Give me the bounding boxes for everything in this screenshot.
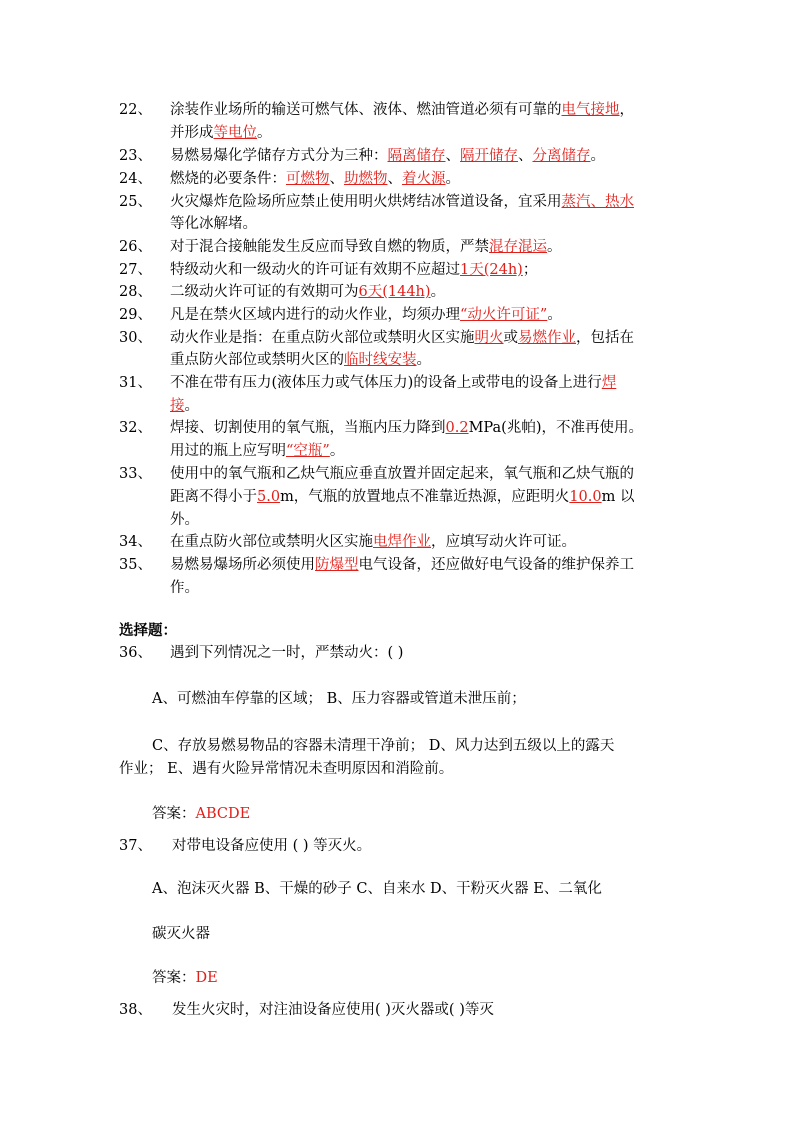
answer-blank: 明火 xyxy=(474,330,504,346)
question-text-line xyxy=(170,373,616,393)
answer-blank: “动火许可证” xyxy=(460,307,548,323)
question-number: 38、 xyxy=(119,1002,152,1018)
question-text-line xyxy=(170,487,634,507)
answer-line xyxy=(152,804,250,824)
question-text-line xyxy=(170,328,634,348)
question-stem: 发生火灾时，对注油设备应使用( )灭火器或( )等灭 xyxy=(172,1002,494,1018)
section-title: 选择题： xyxy=(119,622,177,639)
option-line-1: A、泡沫灭火器 B、干燥的砂子 C、自来水 D、干粉灭火器 E、二氧化 xyxy=(152,881,602,897)
text-segment: 二级动火许可证的有效期可为 xyxy=(170,284,359,300)
text-segment: 。 xyxy=(590,148,605,164)
question-text-line xyxy=(170,282,445,302)
text-segment: 特级动火和一级动火的许可证有效期不应超过 xyxy=(170,262,460,278)
question-number: 22、 xyxy=(119,102,152,118)
answer-blank: 隔开储存 xyxy=(460,148,518,164)
question-text-line xyxy=(170,214,257,234)
answer-blank: 电焊作业 xyxy=(373,534,431,550)
question-number: 24、 xyxy=(119,171,152,187)
answer-blank: 等电位 xyxy=(213,125,257,141)
text-segment: 重点防火部位或禁明火区的 xyxy=(170,352,344,368)
text-segment: 并形成 xyxy=(170,125,214,141)
answer-blank: 电气接地 xyxy=(561,102,620,118)
answer-blank: 混存混运 xyxy=(489,239,547,255)
answer-blank: 临时线安装 xyxy=(344,352,417,368)
answer-label: 答案： xyxy=(152,806,196,822)
text-segment: 。 xyxy=(257,125,272,141)
answer-line xyxy=(152,968,218,988)
text-segment: 。 xyxy=(430,284,446,300)
question-text-line xyxy=(170,146,605,166)
text-segment: 火灾爆炸危险场所应禁止使用明火烘烤结冰管道设备，宜采用 xyxy=(170,194,562,210)
question-number: 33、 xyxy=(119,466,152,482)
answer-value: DE xyxy=(195,970,218,986)
question-number: 35、 xyxy=(119,557,152,573)
question-text-line xyxy=(170,169,460,189)
question-number: 31、 xyxy=(119,375,152,391)
text-segment: 。 xyxy=(445,171,460,187)
text-segment: 燃烧的必要条件： xyxy=(170,171,286,187)
question-number: 37、 xyxy=(119,838,152,854)
text-segment: 。 xyxy=(184,398,199,414)
text-segment: 。 xyxy=(416,352,431,368)
question-text-line xyxy=(170,578,199,598)
question-text-line xyxy=(170,260,537,280)
text-segment: m，气瓶的放置地点不准靠近热源，应距明火 xyxy=(280,489,570,505)
answer-blank: 防爆型 xyxy=(315,557,359,573)
text-segment: MPa(兆帕)，不准再使用。 xyxy=(468,420,643,436)
text-segment: 外。 xyxy=(170,512,199,528)
answer-blank: 易燃作业 xyxy=(518,330,576,346)
text-segment: 动火作业是指：在重点防火部位或禁明火区实施 xyxy=(170,330,475,346)
text-segment: m 以 xyxy=(601,489,635,505)
text-segment: 在重点防火部位或禁明火区实施 xyxy=(170,534,373,550)
text-segment: 、 xyxy=(518,148,533,164)
question-number: 28、 xyxy=(119,284,152,300)
question-number: 25、 xyxy=(119,194,152,210)
text-segment: 用过的瓶上应写明 xyxy=(170,443,286,459)
text-segment: 、 xyxy=(445,148,460,164)
question-text-line xyxy=(170,192,634,212)
answer-value: ABCDE xyxy=(195,806,251,822)
question-text-line xyxy=(170,237,562,257)
option-line-2: 碳灭火器 xyxy=(152,926,210,942)
question-text-line xyxy=(170,464,634,484)
text-segment: 涂装作业场所的输送可燃气体、液体、燃油管道必须有可靠的 xyxy=(170,102,562,118)
text-segment: 、 xyxy=(387,171,402,187)
question-text-line xyxy=(170,123,272,143)
text-segment: 作。 xyxy=(170,580,199,596)
question-text-line xyxy=(170,532,576,552)
text-segment: ，包括在 xyxy=(576,330,634,346)
text-segment: 凡是在禁火区域内进行的动火作业，均须办理 xyxy=(170,307,460,323)
answer-blank: 着火源 xyxy=(402,171,446,187)
question-text-line xyxy=(170,100,634,120)
question-number: 36、 xyxy=(119,645,152,661)
answer-blank: “空瓶” xyxy=(286,443,330,459)
answer-blank: 焊 xyxy=(601,375,617,391)
text-segment: 对于混合接触能发生反应而导致自燃的物质，严禁 xyxy=(170,239,489,255)
answer-blank: 分离储存 xyxy=(532,148,591,164)
text-segment: 易燃易爆化学储存方式分为三种： xyxy=(170,148,388,164)
question-text-line xyxy=(170,441,344,461)
question-stem: 遇到下列情况之一时，严禁动火：( ) xyxy=(170,645,404,661)
text-segment: 。 xyxy=(329,443,345,459)
text-segment: ； xyxy=(522,262,538,278)
question-text-line xyxy=(170,396,199,416)
answer-blank: 0.2 xyxy=(445,420,469,436)
question-number: 27、 xyxy=(119,262,152,278)
question-text-line xyxy=(170,418,643,438)
text-segment: 距离不得小于 xyxy=(170,489,257,505)
question-number: 23、 xyxy=(119,148,152,164)
question-number: 30、 xyxy=(119,330,152,346)
question-text-line xyxy=(170,305,562,325)
answer-blank: 5.0 xyxy=(257,489,281,505)
option-line-e: 作业； E、遇有火险异常情况未查明原因和消险前。 xyxy=(119,761,454,777)
answer-blank: 隔离储存 xyxy=(387,148,446,164)
answer-label: 答案： xyxy=(152,970,196,986)
text-segment: 焊接、切割使用的氧气瓶，当瓶内压力降到 xyxy=(170,420,446,436)
text-segment: 或 xyxy=(503,330,518,346)
answer-blank: 6天(144h) xyxy=(358,284,431,300)
question-number: 32、 xyxy=(119,420,152,436)
text-segment: 使用中的氧气瓶和乙炔气瓶应垂直放置并固定起来，氧气瓶和乙炔气瓶的 xyxy=(170,466,634,482)
question-text-line xyxy=(170,350,431,370)
option-line-cd: C、存放易燃易物品的容器未清理干净前； D、风力达到五级以上的露天 xyxy=(152,738,615,754)
question-text-line xyxy=(170,555,634,575)
answer-blank: 1天(24h) xyxy=(460,262,523,278)
text-segment: ， xyxy=(619,102,634,118)
text-segment: 。 xyxy=(547,239,562,255)
question-stem: 对带电设备应使用 ( ) 等灭火。 xyxy=(172,838,372,854)
text-segment: 电气设备，还应做好电气设备的维护保养工 xyxy=(358,557,634,573)
answer-blank: 可燃物 xyxy=(286,171,330,187)
text-segment: 。 xyxy=(547,307,562,323)
question-text-line xyxy=(170,510,199,530)
text-segment: 易燃易爆场所必须使用 xyxy=(170,557,315,573)
answer-blank: 10.0 xyxy=(569,489,602,505)
answer-blank: 接 xyxy=(170,398,185,414)
option-line-ab: A、可燃油车停靠的区域； B、压力容器或管道未泄压前； xyxy=(152,691,526,707)
text-segment: 不准在带有压力(液体压力或气体压力)的设备上或带电的设备上进行 xyxy=(170,375,602,391)
question-number: 34、 xyxy=(119,534,152,550)
question-number: 26、 xyxy=(119,239,152,255)
text-segment: 、 xyxy=(329,171,344,187)
answer-blank: 助燃物 xyxy=(344,171,388,187)
question-number: 29、 xyxy=(119,307,152,323)
text-segment: ，应填写动火许可证。 xyxy=(431,534,576,550)
text-segment: 等化冰解堵。 xyxy=(170,216,257,232)
answer-blank: 蒸汽、热水 xyxy=(561,194,634,210)
